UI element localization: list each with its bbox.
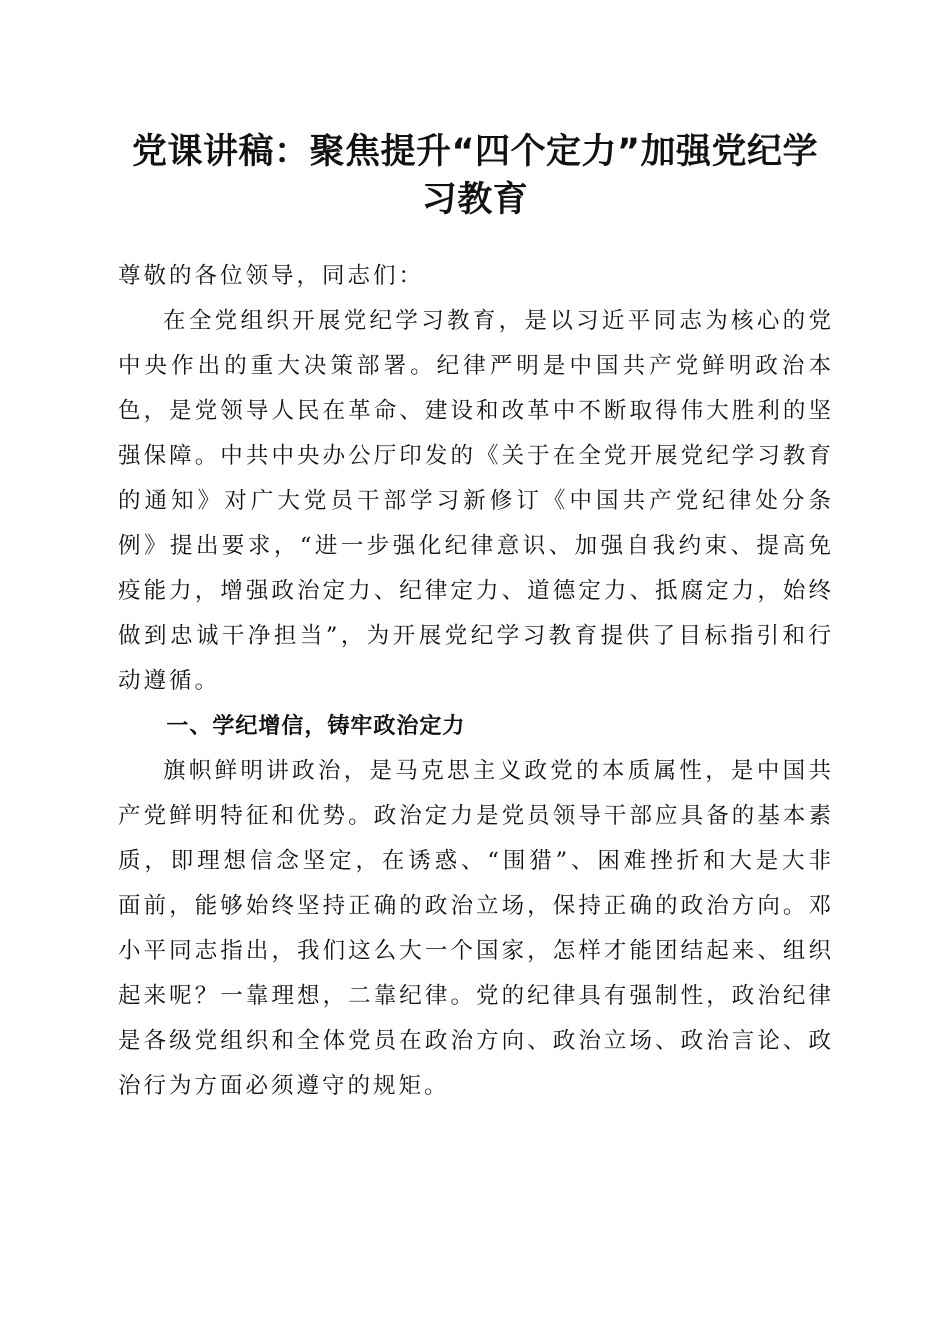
title-line-1: 党课讲稿：聚焦提升“四个定力”加强党纪学 bbox=[131, 132, 818, 172]
paragraph-intro: 在全党组织开展党纪学习教育，是以习近平同志为核心的党中央作出的重大决策部署。纪律严明是中国共产党鲜明政治本色，是党领导人民在革命、建设和改革中不断取得伟大胜利的坚强保障。中共中央办公厅印发的《关于在全党开展党纪学习教育的通知》对广大党员干部学习新修订《中国共产党纪律处分条例》提出要求，“进一步强化纪律意识、加强自我约束、提高免疫能力，增强政治定力、纪律定力、道德定力、抵腐定力，始终做到忠诚干净担当”，为开展党纪学习教育提供了目标指引和行动遵循。 bbox=[118, 308, 834, 694]
document-body bbox=[118, 254, 834, 1109]
paragraph-section-1: 旗帜鲜明讲政治，是马克思主义政党的本质属性，是中国共产党鲜明特征和优势。政治定力是党员领导干部应具备的基本素质，即理想信念坚定，在诱惑、“围猎”、困难挫折和大是大非面前，能够始终坚持正确的政治立场，保持正确的政治方向。邓小平同志指出，我们这么大一个国家，怎样才能团结起来、组织起来呢？一靠理想，二靠纪律。党的纪律具有强制性，政治纪律是各级党组织和全体党员在政治方向、政治立场、政治言论、政治行为方面必须遵守的规矩。 bbox=[118, 758, 834, 1099]
title-line-2: 习教育 bbox=[421, 180, 529, 220]
section-heading-1: 一、学纪增信，铸牢政治定力 bbox=[166, 714, 466, 739]
document-title bbox=[110, 128, 840, 224]
salutation: 尊敬的各位领导，同志们： bbox=[118, 263, 425, 289]
